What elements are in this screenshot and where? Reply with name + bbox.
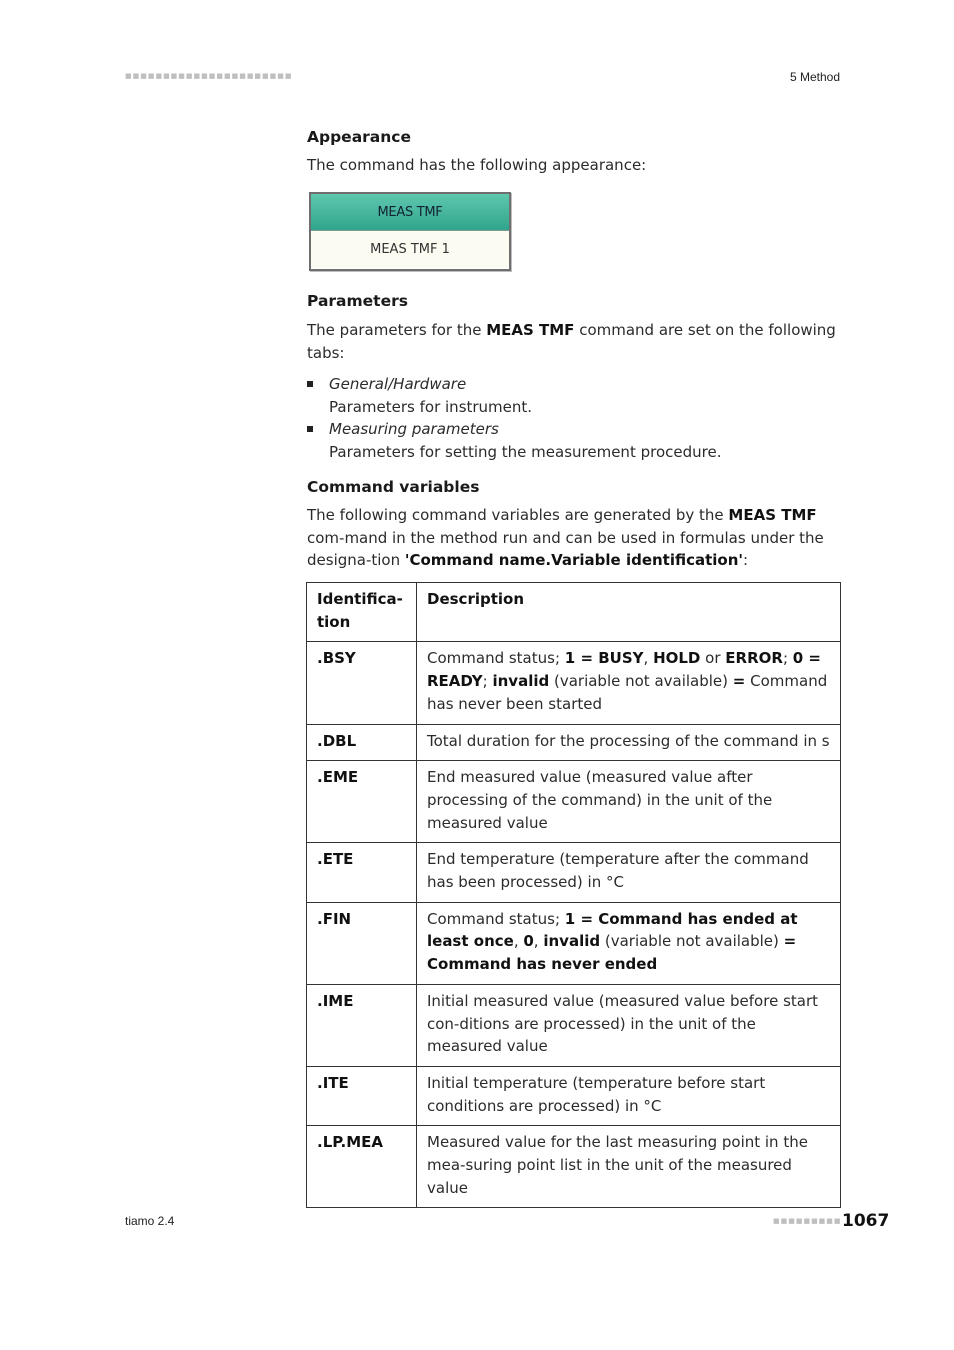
variable-id: .FIN bbox=[307, 902, 417, 984]
page-number: 1067 bbox=[842, 1211, 890, 1231]
variable-id: .ITE bbox=[307, 1066, 417, 1125]
command-box-name: MEAS TMF 1 bbox=[311, 231, 509, 268]
parameters-text: The parameters for the MEAS TMF command are set on the following tabs: bbox=[307, 321, 836, 362]
bullet-icon bbox=[307, 426, 313, 432]
variable-description: Initial measured value (measured value before start con-ditions are processed) in the unit of the measured value bbox=[417, 984, 841, 1066]
table-row bbox=[307, 761, 841, 843]
variable-description: Command status; 1 = BUSY, HOLD or ERROR; 0 = READY; invalid (variable not available) = Command has never been started bbox=[417, 642, 841, 724]
bullet-icon bbox=[307, 381, 313, 387]
variable-description: End measured value (measured value after processing of the command) in the unit of the measured value bbox=[417, 761, 841, 843]
variable-id: .IME bbox=[307, 984, 417, 1066]
table-row bbox=[307, 1126, 841, 1208]
table-header-row bbox=[307, 583, 841, 642]
table-row bbox=[307, 1066, 841, 1125]
command-variables-table bbox=[306, 582, 841, 1208]
table-row bbox=[307, 642, 841, 724]
column-header-description: Description bbox=[417, 583, 841, 642]
variable-description: End temperature (temperature after the command has been processed) in °C bbox=[417, 843, 841, 902]
table-row bbox=[307, 724, 841, 761]
appearance-text: The command has the following appearance: bbox=[307, 156, 647, 174]
tab-item-measuring-parameters: Measuring parameters Parameters for setting the measurement procedure. bbox=[329, 420, 722, 461]
table-row bbox=[307, 843, 841, 902]
variable-description: Measured value for the last measuring point in the mea-suring point list in the unit of the measured value bbox=[417, 1126, 841, 1208]
running-header-section: 5 Method bbox=[789, 70, 840, 84]
parameters-heading: Parameters bbox=[307, 292, 408, 310]
variable-description: Total duration for the processing of the command in s bbox=[417, 724, 841, 761]
command-box-image bbox=[309, 192, 511, 271]
table-row bbox=[307, 902, 841, 984]
footer-product: tiamo 2.4 bbox=[125, 1214, 175, 1228]
column-header-identification: Identifica-tion bbox=[307, 583, 417, 642]
table-row bbox=[307, 984, 841, 1066]
variable-id: .DBL bbox=[307, 724, 417, 761]
variable-description: Initial temperature (temperature before start conditions are processed) in °C bbox=[417, 1066, 841, 1125]
variable-id: .ETE bbox=[307, 843, 417, 902]
command-box-title: MEAS TMF bbox=[311, 194, 509, 231]
variable-id: .BSY bbox=[307, 642, 417, 724]
variable-description: Command status; 1 = Command has ended at least once, 0, invalid (variable not available) = Command has never ended bbox=[417, 902, 841, 984]
command-variables-text: The following command variables are generated by the MEAS TMF com-mand in the method run and can be used in formulas under the designa-tion 'Command name.Variable identification': bbox=[307, 506, 824, 569]
appearance-heading: Appearance bbox=[307, 128, 411, 146]
variable-id: .LP.MEA bbox=[307, 1126, 417, 1208]
variable-id: .EME bbox=[307, 761, 417, 843]
command-variables-heading: Command variables bbox=[307, 478, 480, 496]
footer-decoration: ■■■■■■■■■ bbox=[773, 1217, 842, 1225]
header-decoration: ■■■■■■■■■■■■■■■■■■■■■■ bbox=[125, 72, 293, 80]
tab-item-general-hardware: General/Hardware Parameters for instrument. bbox=[329, 375, 533, 416]
